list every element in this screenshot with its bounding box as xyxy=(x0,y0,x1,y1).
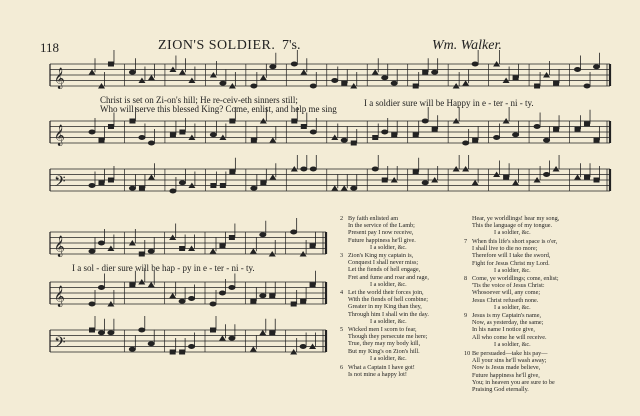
stanza-6-continued: Hear, ye worldlings! hear my song, This the language of my tongue. I a soldier, &c. xyxy=(472,215,560,237)
verse-lyric-line-2: Who will serve this blessed King? Come, enlist, and help me sing xyxy=(100,104,337,114)
note-head xyxy=(98,180,104,185)
note-head xyxy=(310,130,317,135)
note-head xyxy=(229,169,235,174)
clef-glyph: 𝄞 xyxy=(54,236,65,257)
note-head xyxy=(493,135,500,140)
note-head xyxy=(138,135,145,140)
note-head xyxy=(108,178,114,183)
note-head xyxy=(129,347,136,352)
note-head xyxy=(259,293,266,298)
note-head xyxy=(301,124,307,129)
note-head xyxy=(250,84,257,89)
note-head xyxy=(179,350,185,355)
note-head xyxy=(250,299,256,304)
note-head xyxy=(108,62,114,67)
clef-glyph: 𝄞 xyxy=(54,286,65,307)
note-head xyxy=(462,80,469,86)
note-head xyxy=(220,183,226,188)
note-head xyxy=(391,81,398,86)
note-head xyxy=(553,81,559,86)
note-head xyxy=(170,132,176,137)
note-head xyxy=(108,124,114,129)
note-head xyxy=(341,81,347,86)
note-head xyxy=(291,62,298,67)
note-head xyxy=(179,180,186,185)
stanza-9: 9 Jesus is my Captain's name, Now, as yesterday, the same; In his name I notice give, All who come he will receive. I a soldier, &c. xyxy=(464,312,547,348)
note-head xyxy=(300,299,306,304)
staff-system-2-treble-middle xyxy=(50,278,326,310)
note-head xyxy=(107,330,114,335)
staff-system-1-treble-top xyxy=(50,60,610,92)
note-head xyxy=(98,241,105,246)
note-head xyxy=(89,130,96,135)
note-head xyxy=(251,138,257,143)
note-head xyxy=(89,328,95,333)
note-head xyxy=(512,180,519,186)
note-head xyxy=(269,174,276,180)
composer-credit: Wm. Walker. xyxy=(432,38,502,53)
note-head xyxy=(269,293,275,298)
note-head xyxy=(210,132,217,137)
note-head xyxy=(139,186,145,191)
note-head xyxy=(543,138,550,143)
note-head xyxy=(148,341,155,346)
note-head xyxy=(593,64,600,69)
note-head xyxy=(472,62,479,67)
note-head xyxy=(179,69,186,75)
note-head xyxy=(594,178,600,183)
note-head xyxy=(89,249,96,254)
note-head xyxy=(228,336,235,341)
note-head xyxy=(179,246,185,251)
note-head xyxy=(584,175,590,180)
note-head xyxy=(250,346,257,352)
note-head xyxy=(188,344,195,349)
clef-glyph: 𝄞 xyxy=(54,68,65,89)
note-head xyxy=(138,328,145,333)
note-head xyxy=(259,330,266,336)
note-head xyxy=(422,119,429,124)
note-head xyxy=(269,330,275,335)
stanza-10: 10 Be persuaded—take his pay— All your sins he'll wash away; Now is Jesus made believe, Future happiness he'll give, You; in heaven you are sure to be Praising God eternally. xyxy=(464,350,555,394)
note-head xyxy=(129,186,136,191)
note-head xyxy=(534,84,540,89)
staff-system-2-treble-top xyxy=(50,228,326,260)
refrain-lyric-repeat: I a sol - dier sure will be hap - py in e - ter - ni - ty. xyxy=(72,263,255,273)
clef-glyph: 𝄢 xyxy=(54,334,66,355)
note-head xyxy=(534,124,541,129)
note-head xyxy=(291,302,297,307)
note-head xyxy=(382,178,388,183)
note-head xyxy=(148,75,155,81)
note-head xyxy=(310,282,316,287)
note-head xyxy=(98,330,105,335)
meter-label: 7's. xyxy=(282,38,301,53)
note-head xyxy=(291,119,297,124)
note-head xyxy=(310,84,317,89)
stanza-2: 2 By faith enlisted am In the service of the Lamb; Present pay I now receive, Future happiness he'll give. I a soldier, &c. xyxy=(340,215,416,251)
note-head xyxy=(139,252,145,257)
note-head xyxy=(553,127,559,132)
note-head xyxy=(179,130,185,135)
note-head xyxy=(148,174,155,180)
note-head xyxy=(372,167,379,172)
note-head xyxy=(341,185,348,191)
note-head xyxy=(89,183,96,188)
note-head xyxy=(219,243,225,248)
note-head xyxy=(129,70,136,75)
note-head xyxy=(89,302,96,307)
note-head xyxy=(594,138,600,143)
clef-glyph: 𝄞 xyxy=(54,125,65,146)
staff-system-2-bass xyxy=(50,326,326,358)
note-head xyxy=(472,180,479,186)
note-head xyxy=(512,132,519,137)
note-head xyxy=(575,127,581,132)
note-head xyxy=(574,174,581,180)
note-head xyxy=(98,138,104,143)
stanza-7: 7 When this life's short space is o'er, I shall live to die no more; Therefore will I take the sword, Fight for Jesus Christ my Lord. I a soldier, &c. xyxy=(464,238,558,274)
note-head xyxy=(310,167,317,172)
note-head xyxy=(381,130,388,135)
note-head xyxy=(269,137,276,143)
refrain-lyric: I a soldier sure will be Happy in e - ter - ni - ty. xyxy=(364,98,534,108)
note-head xyxy=(381,75,388,80)
note-head xyxy=(341,138,348,143)
note-head xyxy=(432,127,438,132)
note-head xyxy=(422,70,428,75)
note-head xyxy=(351,141,357,146)
note-head xyxy=(148,282,155,288)
stanza-5: 5 Wicked men I scorn to fear, Though they persecute me here; True, they may my body kill, But my King's on Zion's hill. I a soldier, &c. xyxy=(340,326,428,362)
note-head xyxy=(331,78,338,83)
note-head xyxy=(210,328,216,333)
staff-system-1-treble-middle xyxy=(50,117,610,149)
note-head xyxy=(169,189,176,194)
stanza-6: 6 What a Captain I have got! Is not mine a happy lot! xyxy=(340,364,415,379)
note-head xyxy=(431,70,438,75)
hymn-title: ZION'S SOLDIER. xyxy=(158,38,276,53)
note-head xyxy=(148,141,155,146)
note-head xyxy=(98,285,105,290)
note-head xyxy=(260,75,267,81)
stanza-8: 8 Come, ye worldlings; come, enlist; 'Tis the voice of Jesus Christ: Whosoever will, any come; Jesus Christ refuseth none. I a soldier, &c. xyxy=(464,275,559,311)
note-head xyxy=(259,232,266,237)
note-head xyxy=(219,335,226,341)
note-head xyxy=(422,180,429,185)
note-head xyxy=(372,135,378,140)
note-head xyxy=(290,230,297,235)
note-head xyxy=(391,132,397,137)
note-head xyxy=(210,183,216,188)
note-head xyxy=(169,293,176,299)
note-head xyxy=(260,180,266,185)
note-head xyxy=(413,169,419,174)
note-head xyxy=(219,291,226,296)
note-head xyxy=(188,296,195,301)
note-head xyxy=(250,186,257,191)
note-head xyxy=(413,84,419,89)
note-head xyxy=(350,186,357,191)
note-head xyxy=(210,302,217,307)
note-head xyxy=(574,67,581,72)
note-head xyxy=(584,84,591,89)
stanza-3: 3 Zion's King my captain is, Conquest I shall never miss; Let the fiends of hell engage, Fret and fume and roar and rage, I a soldier, &c. xyxy=(340,252,429,288)
note-head xyxy=(129,119,135,124)
clef-glyph: 𝄢 xyxy=(54,173,66,194)
note-head xyxy=(229,235,235,240)
verse-lyric-line-1: Christ is set on Zi-on's hill; He re-ceiv-eth sinners still; xyxy=(100,95,298,105)
note-head xyxy=(179,299,186,304)
note-head xyxy=(228,285,235,290)
note-head xyxy=(543,172,550,177)
note-head xyxy=(250,248,257,254)
note-head xyxy=(170,350,176,355)
page-number: 118 xyxy=(40,40,60,55)
note-head xyxy=(129,282,135,287)
note-head xyxy=(269,64,276,69)
note-head xyxy=(300,344,307,349)
note-head xyxy=(513,75,519,80)
stanza-4: 4 Let the world their forces join, With the fiends of hell combine; Greater in my King than they, Through him I shall win the day. I a soldier, &c. xyxy=(340,289,429,325)
note-head xyxy=(503,175,509,180)
note-head xyxy=(229,119,235,124)
note-head xyxy=(584,121,590,126)
note-head xyxy=(210,248,217,254)
note-head xyxy=(372,69,379,75)
staff-system-1-bass xyxy=(50,165,610,197)
note-head xyxy=(310,243,316,248)
note-head xyxy=(148,249,155,254)
note-head xyxy=(462,141,469,146)
note-head xyxy=(219,81,226,86)
note-head xyxy=(300,167,307,172)
note-head xyxy=(89,69,96,75)
note-head xyxy=(331,185,338,191)
note-head xyxy=(300,69,307,75)
note-head xyxy=(413,132,419,137)
note-head xyxy=(472,138,478,143)
